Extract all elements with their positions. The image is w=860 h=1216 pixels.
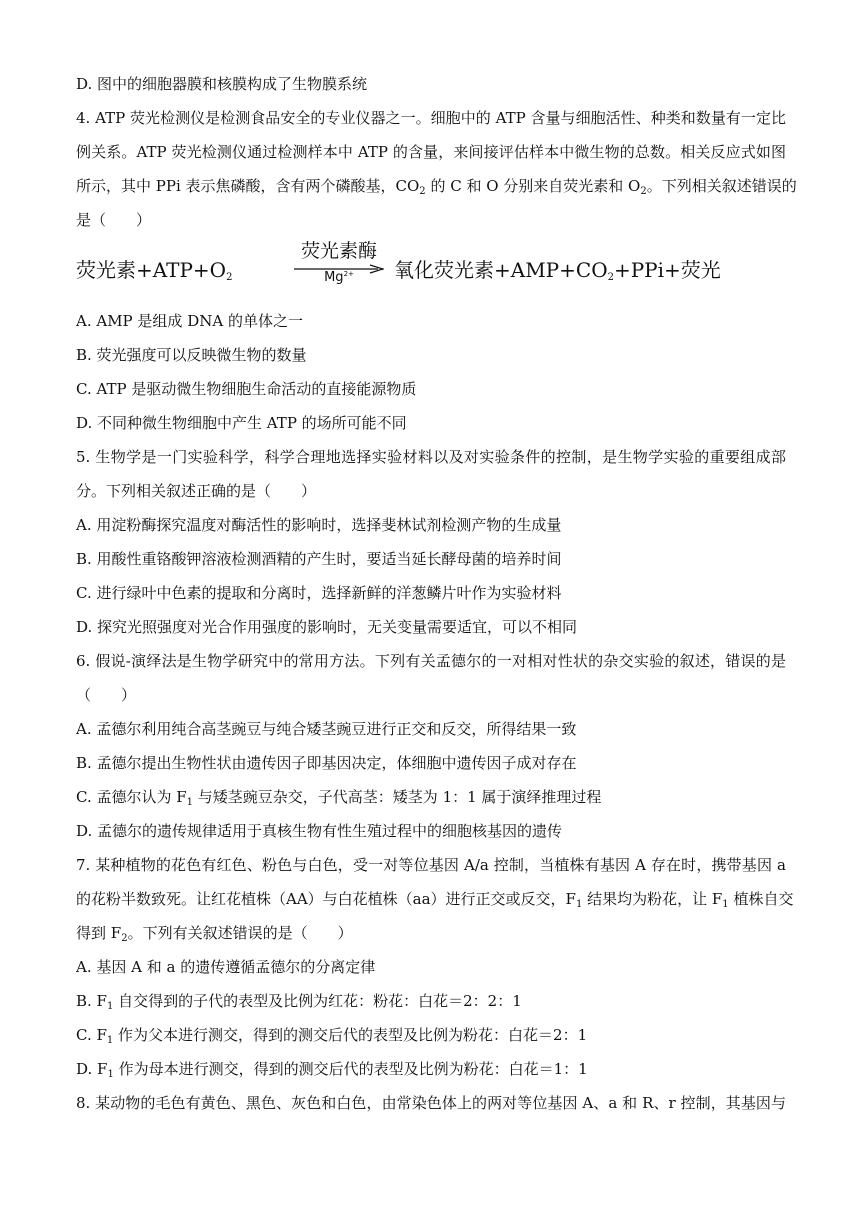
catalyst-text: Mg — [324, 270, 344, 285]
q6-option-b: B. 孟德尔提出生物性状由遗传因子即基因决定，体细胞中遗传因子成对存在 — [76, 754, 577, 772]
equation-products — [394, 254, 721, 283]
catalyst-charge: 2+ — [343, 270, 354, 278]
products-subscript: 2 — [607, 272, 614, 283]
f2-subscript: 2 — [121, 933, 128, 944]
q6-option-c — [76, 787, 786, 807]
option-text: B. F — [76, 992, 107, 1010]
stem-text: 植株自交 — [728, 890, 794, 908]
q7-option-a: A. 基因 A 和 a 的遗传遵循孟德尔的分离定律 — [76, 958, 376, 976]
q7-option-c — [76, 1025, 786, 1045]
option-text: D. F — [76, 1060, 108, 1078]
option-text: C. 孟德尔认为 F — [76, 788, 187, 806]
option-text: 作为母本进行测交，得到的测交后代的表型及比例为粉花：白花＝1：1 — [113, 1060, 588, 1078]
q4-stem-line-3 — [76, 176, 797, 197]
q7-stem-line-3 — [76, 923, 786, 943]
q7-stem-line-2 — [76, 889, 794, 910]
q8-stem-line-1: 8. 某动物的毛色有黄色、黑色、灰色和白色，由常染色体上的两对等位基因 A、a 和 R、r 控制，其基因与 — [76, 1094, 786, 1112]
q3-option-d: D. 图中的细胞器膜和核膜构成了生物膜系统 — [76, 75, 368, 93]
q6-stem-line-2: （ ） — [76, 686, 137, 704]
q7-stem-line-1: 7. 某种植物的花色有红色、粉色与白色，受一对等位基因 A/a 控制，当植株有基因 A 存在时，携带基因 a — [76, 856, 786, 874]
q6-option-d: D. 孟德尔的遗传规律适用于真核生物有性生殖过程中的细胞核基因的遗传 — [76, 822, 563, 840]
q4-option-b: B. 荧光强度可以反映微生物的数量 — [76, 346, 307, 364]
stem-text: 结果均为粉花，让 F — [582, 890, 723, 908]
stem-text: 得到 F — [76, 924, 122, 942]
equation-reactants — [76, 254, 232, 283]
q4-stem-text: 所示，其中 PPi 表示焦磷酸，含有两个磷酸基，CO — [76, 177, 420, 195]
option-text: 作为父本进行测交，得到的测交后代的表型及比例为粉花：白花＝2：1 — [113, 1026, 588, 1044]
q4-stem-text: 。下列相关叙述错误的 — [646, 177, 797, 195]
q4-stem-line-2: 例关系。ATP 荧光检测仪通过检测样本中 ATP 的含量，来间接评估样本中微生物的总数。相关反应式如图 — [76, 143, 786, 161]
f1-subscript: 1 — [186, 797, 194, 808]
q4-option-a: A. AMP 是组成 DNA 的单体之一 — [76, 312, 303, 330]
option-text: 与矮茎豌豆杂交，子代高茎：矮茎为 1：1 属于演绎推理过程 — [193, 788, 602, 806]
f1-subscript: 1 — [575, 899, 583, 910]
option-text: 自交得到的子代的表型及比例为红花：粉花：白花＝2：2：1 — [113, 992, 522, 1010]
q5-option-c: C. 进行绿叶中色素的提取和分离时，选择新鲜的洋葱鳞片叶作为实验材料 — [76, 584, 562, 602]
q4-stem-text: 的 C 和 O 分别来自荧光素和 O — [425, 177, 641, 195]
f1-subscript: 1 — [106, 1035, 114, 1046]
q6-stem-line-1: 6. 假说-演绎法是生物学研究中的常用方法。下列有关孟德尔的一对相对性状的杂交实验的叙述，错误的是 — [76, 652, 786, 670]
q7-option-b — [76, 991, 786, 1011]
q4-co2-subscript: 2 — [419, 186, 426, 197]
q4-stem-line-1: 4. ATP 荧光检测仪是检测食品安全的专业仪器之一。细胞中的 ATP 含量与细胞活性、种类和数量有一定比 — [76, 109, 786, 127]
enzyme-label: 荧光素酶 — [300, 240, 377, 262]
equation-arrow — [294, 240, 384, 296]
products-text: 氧化荧光素+AMP+CO — [394, 258, 608, 282]
f1-subscript: 1 — [107, 1069, 114, 1080]
catalyst-label — [294, 270, 384, 285]
q5-option-d: D. 探究光照强度对光合作用强度的影响时，无关变量需要适宜，可以不相同 — [76, 618, 578, 636]
q4-stem-line-4: 是（ ） — [76, 211, 152, 229]
q5-option-b: B. 用酸性重铬酸钾溶液检测酒精的产生时，要适当延长酵母菌的培养时间 — [76, 550, 562, 568]
q7-option-d — [76, 1059, 786, 1079]
option-text: C. F — [76, 1026, 107, 1044]
f1-subscript: 1 — [722, 899, 729, 910]
stem-text: 的花粉半数致死。让红花植株（AA）与白花植株（aa）进行正交或反交，F — [76, 890, 576, 908]
q5-option-a: A. 用淀粉酶探究温度对酶活性的影响时，选择斐林试剂检测产物的生成量 — [76, 516, 562, 534]
stem-text: 。下列有关叙述错误的是（ ） — [127, 924, 353, 942]
reactants-subscript: 2 — [226, 272, 233, 283]
q4-option-d: D. 不同种微生物细胞中产生 ATP 的场所可能不同 — [76, 414, 407, 432]
reactants-text: 荧光素+ATP+O — [76, 258, 227, 282]
q4-o2-subscript: 2 — [640, 186, 647, 197]
products-text: +PPi+荧光 — [613, 258, 721, 282]
q4-option-c: C. ATP 是驱动微生物细胞生命活动的直接能源物质 — [76, 380, 417, 398]
q4-reaction-equation — [76, 240, 721, 296]
f1-subscript: 1 — [106, 1001, 114, 1012]
q5-stem-line-1: 5. 生物学是一门实验科学，科学合理地选择实验材料以及对实验条件的控制，是生物学实验的重要组成部 — [76, 448, 786, 466]
q5-stem-line-2: 分。下列相关叙述正确的是（ ） — [76, 482, 317, 500]
q6-option-a: A. 孟德尔利用纯合高茎豌豆与纯合矮茎豌豆进行正交和反交，所得结果一致 — [76, 720, 577, 738]
